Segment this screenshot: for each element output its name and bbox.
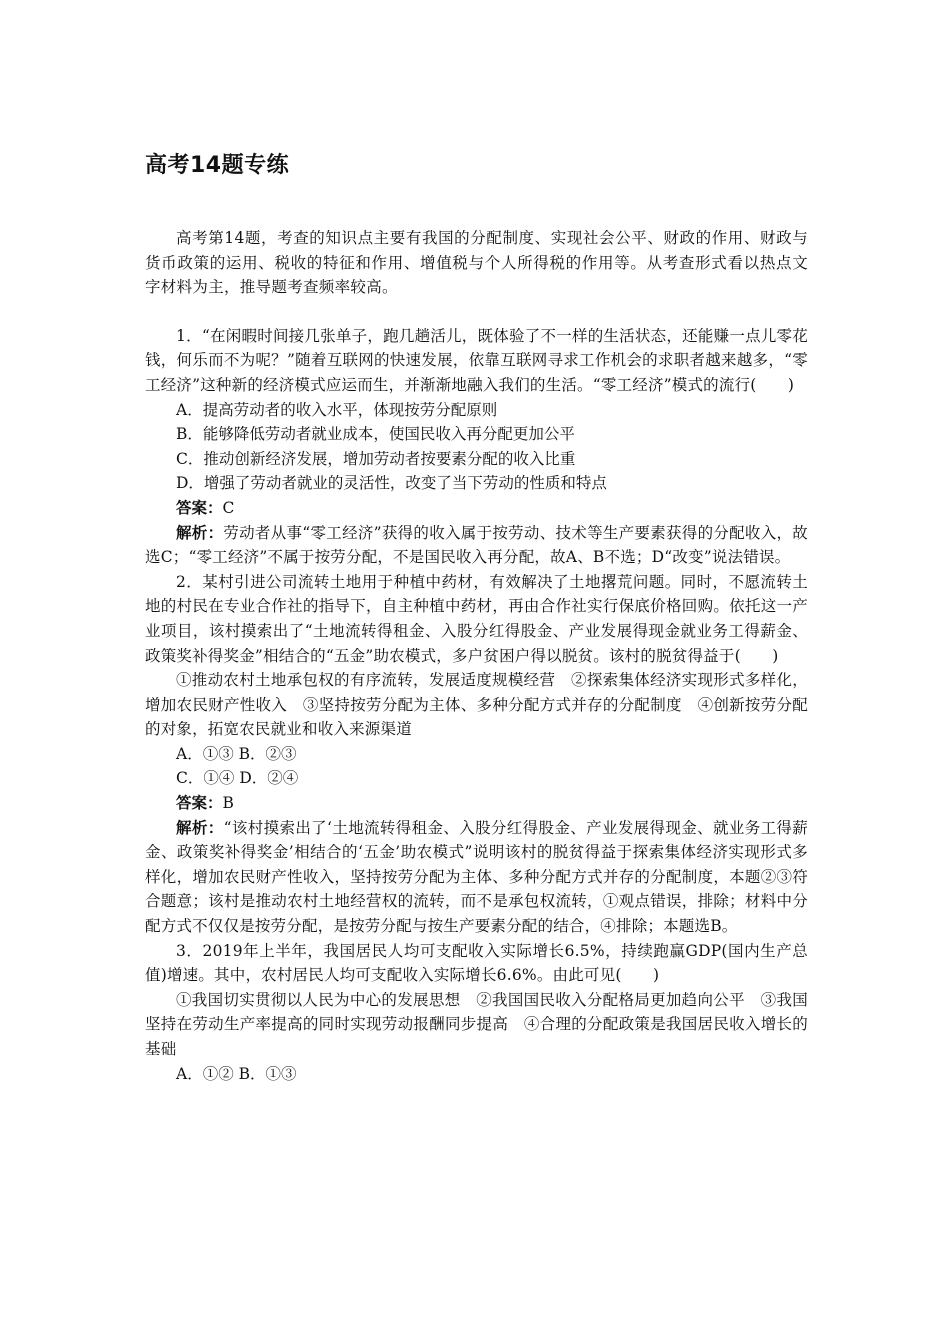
answer-label: 答案： — [176, 498, 223, 517]
intro-paragraph: 高考第14题，考查的知识点主要有我国的分配制度、实现社会公平、财政的作用、财政与货币政策的运用、税收的特征和作用、增值税与个人所得税的作用等。从考查形式看以热点文字材料为主，推导题考查频率较高。 — [145, 229, 808, 297]
analysis-paragraph — [145, 816, 808, 939]
answer-value: C — [222, 498, 235, 517]
answer-line — [145, 496, 808, 521]
option-a: A．提高劳动者的收入水平，体现按劳分配原则 — [176, 400, 498, 419]
option-a: A．①② — [176, 1064, 234, 1083]
option-a: A．①③ — [176, 744, 234, 763]
question-3 — [145, 939, 808, 1087]
options-row — [145, 742, 808, 767]
analysis-text: 劳动者从事“零工经济”获得的收入属于按劳动、技术等生产要素获得的分配收入，故选C；“零工经济”不属于按劳分配，不是国民收入再分配，故A、B不选；D“改变”说法错误。 — [145, 523, 808, 567]
options-row — [145, 1062, 808, 1087]
option-c: C．①④ — [176, 769, 235, 788]
option-b: B．②③ — [238, 744, 297, 763]
question-stem: 3．2019年上半年，我国居民人均可支配收入实际增长6.5%，持续跑赢GDP(国内生产总值)增速。其中，农村居民人均可支配收入实际增长6.6%。由此可见( ) — [145, 941, 808, 985]
statement-list: ①推动农村土地承包权的有序流转，发展适度规模经营 ②探索集体经济实现形式多样化，增加农民财产性收入 ③坚持按劳分配为主体、多种分配方式并存的分配制度 ④创新按劳分配的对象，拓宽农民就业和收入来源渠道 — [145, 671, 808, 739]
option-b: B．能够降低劳动者就业成本，使国民收入再分配更加公平 — [176, 425, 575, 444]
analysis-text: “该村摸索出了‘土地流转得租金、入股分红得股金、产业发展得现金、就业务工得薪金、政策奖补得奖金’相结合的‘五金’助农模式”说明该村的脱贫得益于探索集体经济实现形式多样化，增加农民财产性收入，坚持按劳分配为主体、多种分配方式并存的分配制度，本题②③符合题意；该村是推动农村土地经营权的流转，而不是承包权流转，①观点错误，排除；材料中分配方式不仅仅是按劳分配，是按劳分配与按生产要素分配的结合，④排除；本题选B。 — [145, 818, 808, 936]
options-row — [145, 766, 808, 791]
option-d: D．②④ — [239, 769, 299, 788]
page-title: 高考14题专练 — [145, 153, 290, 178]
question-stem: 2．某村引进公司流转土地用于种植中药材，有效解决了土地撂荒问题。同时，不愿流转土地的村民在专业合作社的指导下，自主种植中药材，再由合作社实行保底价格回购。依托这一产业项目，该村摸索出了“土地流转得租金、入股分红得股金、产业发展得现金就业务工得薪金、政策奖补得奖金”相结合的“五金”助农模式，多户贫困户得以脱贫。该村的脱贫得益于( ) — [145, 572, 808, 665]
question-1 — [145, 324, 808, 570]
option-b: B．①③ — [238, 1064, 297, 1083]
answer-line — [145, 791, 808, 816]
statement-list: ①我国切实贯彻以人民为中心的发展思想 ②我国国民收入分配格局更加趋向公平 ③我国坚持在劳动生产率提高的同时实现劳动报酬同步提高 ④合理的分配政策是我国居民收入增长的基础 — [145, 990, 808, 1058]
option-c: C．推动创新经济发展，增加劳动者按要素分配的收入比重 — [176, 449, 576, 468]
question-stem: 1．“在闲暇时间接几张单子，跑几趟活儿，既体验了不一样的生活状态，还能赚一点儿零花钱，何乐而不为呢？”随着互联网的快速发展，依靠互联网寻求工作机会的求职者越来越多，“零工经济”这种新的经济模式应运而生，并渐渐地融入我们的生活。“零工经济”模式的流行( ) — [145, 326, 808, 394]
answer-label: 答案： — [176, 794, 223, 813]
analysis-paragraph — [145, 521, 808, 570]
answer-value: B — [222, 794, 234, 813]
analysis-label: 解析： — [176, 818, 224, 837]
option-d: D．增强了劳动者就业的灵活性，改变了当下劳动的性质和特点 — [176, 474, 607, 493]
analysis-label: 解析： — [176, 523, 224, 542]
question-2 — [145, 570, 808, 939]
